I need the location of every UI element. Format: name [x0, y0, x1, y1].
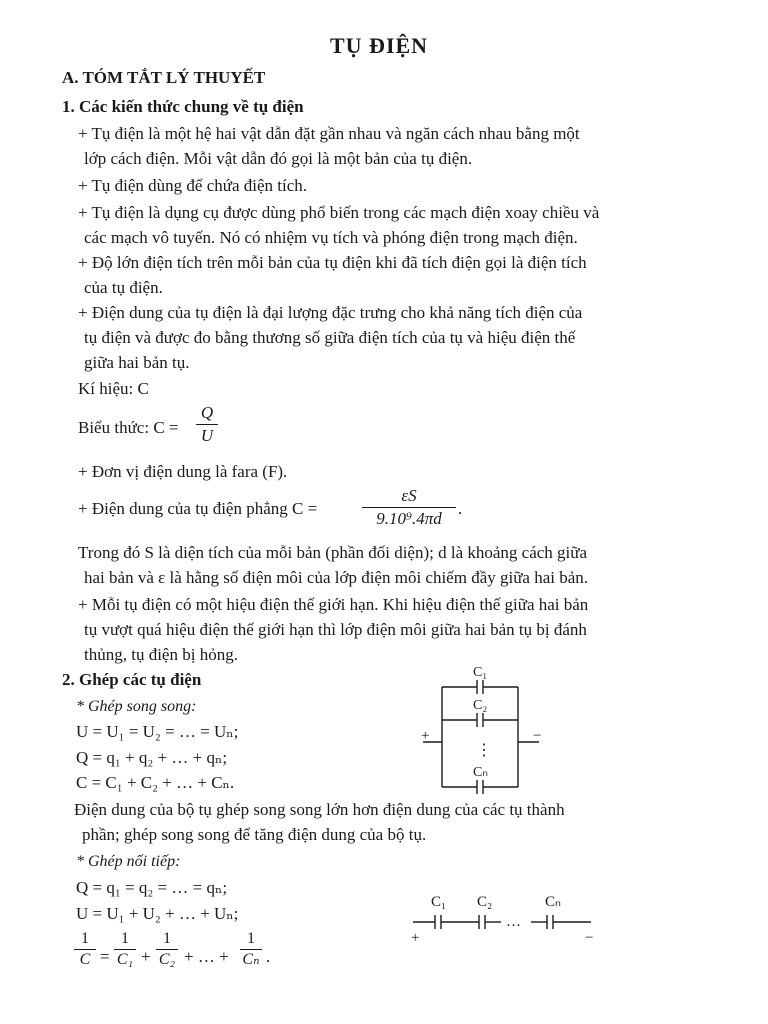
series-voltage: U = U₁ + U₂ + … + Uₙ;	[76, 904, 239, 923]
series-fraction-n	[240, 930, 262, 969]
limit-line-3: thủng, tụ điện bị hỏng.	[84, 645, 238, 664]
parallel-c2-label: C₂	[473, 698, 488, 713]
para-4-line-1: + Độ lớn điện tích trên mỗi bản của tụ điện khi đã tích điện gọi là điện tích	[78, 253, 587, 272]
series-cn-label: Cₙ	[545, 894, 561, 910]
parallel-charge: Q = q₁ + q₂ + … + qₙ;	[76, 748, 228, 767]
series-dots: …	[506, 914, 521, 930]
parallel-title: * Ghép song song:	[76, 698, 197, 715]
series-plus-terminal: +	[411, 930, 420, 946]
fraction-bar	[74, 949, 96, 950]
fraction-bar	[114, 949, 136, 950]
parallel-minus-terminal: −	[533, 728, 542, 744]
plus-dots: + … +	[184, 947, 229, 966]
section-1-heading: 1. Các kiến thức chung về tụ điện	[62, 97, 304, 116]
section-a-heading: A. TÓM TẮT LÝ THUYẾT	[62, 68, 266, 87]
fraction-bar	[196, 424, 218, 425]
fraction-denominator: U	[200, 426, 214, 445]
plate-capacitor-label: + Điện dung của tụ điện phẳng C =	[78, 499, 318, 518]
limit-line-2: tụ vượt quá hiệu điện thế giới hạn thì lớp điện môi giữa hai bản tụ bị đánh	[84, 620, 587, 639]
parallel-note-line-1: Điện dung của bộ tụ ghép song song lớn hơn điện dung của các tụ thành	[74, 800, 565, 819]
fraction-numerator: 1	[81, 930, 89, 947]
unit-line: + Đơn vị điện dung là fara (F).	[78, 462, 288, 481]
capacitance-fraction	[196, 403, 218, 446]
para-5-line-2: tụ điện và được đo bằng thương số giữa điện tích của tụ và hiệu điện thế	[84, 328, 576, 347]
fraction-bar	[240, 949, 262, 950]
page-title: TỤ ĐIỆN	[330, 33, 429, 58]
fraction-numerator: 1	[163, 930, 171, 947]
where-line-2: hai bản và ε là hằng số điện môi của lớp điện môi chiếm đầy giữa hai bản.	[84, 568, 589, 587]
series-fraction-1	[114, 930, 136, 969]
para-1-line-2: lớp cách điện. Mỗi vật dẫn đó gọi là một bản của tụ điện.	[84, 149, 473, 168]
section-2-heading: 2. Ghép các tụ điện	[62, 670, 202, 689]
series-c1-label: C₁	[431, 894, 447, 910]
series-title: * Ghép nối tiếp:	[76, 853, 181, 870]
fraction-numerator: εS	[401, 486, 417, 505]
series-minus-terminal: −	[585, 930, 594, 946]
limit-line-1: + Mỗi tụ điện có một hiệu điện thế giới hạn. Khi hiệu điện thế giữa hai bản	[78, 595, 589, 614]
plate-capacitor-fraction	[362, 486, 456, 529]
series-charge: Q = q₁ = q₂ = … = qₙ;	[76, 878, 228, 897]
fraction-bar	[362, 507, 456, 508]
fraction-denominator: C	[79, 951, 91, 968]
period: .	[458, 499, 463, 518]
fraction-denominator: C₁	[116, 951, 134, 968]
where-line-1: Trong đó S là diện tích của mỗi bản (phần đối diện); d là khoảng cách giữa	[78, 543, 588, 562]
series-circuit-diagram	[405, 884, 605, 948]
para-2: + Tụ điện dùng để chứa điện tích.	[78, 176, 308, 195]
para-3-line-1: + Tụ điện là dụng cụ được dùng phổ biến trong các mạch điện xoay chiều và	[78, 203, 600, 222]
parallel-circuit-diagram	[415, 660, 565, 800]
parallel-c1-label: C₁	[473, 665, 488, 680]
symbol-line: Kí hiệu: C	[78, 379, 149, 398]
fraction-denominator: C₂	[158, 951, 176, 968]
end-period: .	[266, 947, 271, 966]
series-fraction-2	[156, 930, 178, 969]
formula-label: Biểu thức: C =	[78, 418, 179, 437]
parallel-dots: ⋮	[476, 742, 492, 759]
plus-sign: +	[141, 947, 151, 966]
fraction-bar	[156, 949, 178, 950]
series-c2-label: C₂	[477, 894, 493, 910]
parallel-capacitance: C = C₁ + C₂ + … + Cₙ.	[76, 773, 235, 792]
series-fraction-total	[74, 930, 96, 969]
parallel-plus-terminal: +	[421, 728, 430, 744]
para-4-line-2: của tụ điện.	[84, 278, 163, 297]
fraction-denominator: 9.10⁹.4πd	[376, 509, 442, 528]
parallel-voltage: U = U₁ = U₂ = … = Uₙ;	[76, 722, 239, 741]
para-5-line-1: + Điện dung của tụ điện là đại lượng đặc trưng cho khả năng tích điện của	[78, 303, 583, 322]
fraction-numerator: 1	[121, 930, 129, 947]
equals-sign: =	[100, 947, 110, 966]
fraction-numerator: 1	[247, 930, 255, 947]
fraction-numerator: Q	[200, 403, 214, 422]
para-5-line-3: giữa hai bản tụ.	[84, 353, 190, 372]
parallel-cn-label: Cₙ	[473, 765, 488, 780]
para-3-line-2: các mạch vô tuyến. Nó có nhiệm vụ tích và phóng điện trong mạch điện.	[84, 228, 578, 247]
parallel-note-line-2: phần; ghép song song để tăng điện dung của bộ tụ.	[82, 825, 427, 844]
fraction-denominator: Cₙ	[242, 951, 260, 968]
para-1-line-1: + Tụ điện là một hệ hai vật dẫn đặt gần nhau và ngăn cách nhau bằng một	[78, 124, 580, 143]
